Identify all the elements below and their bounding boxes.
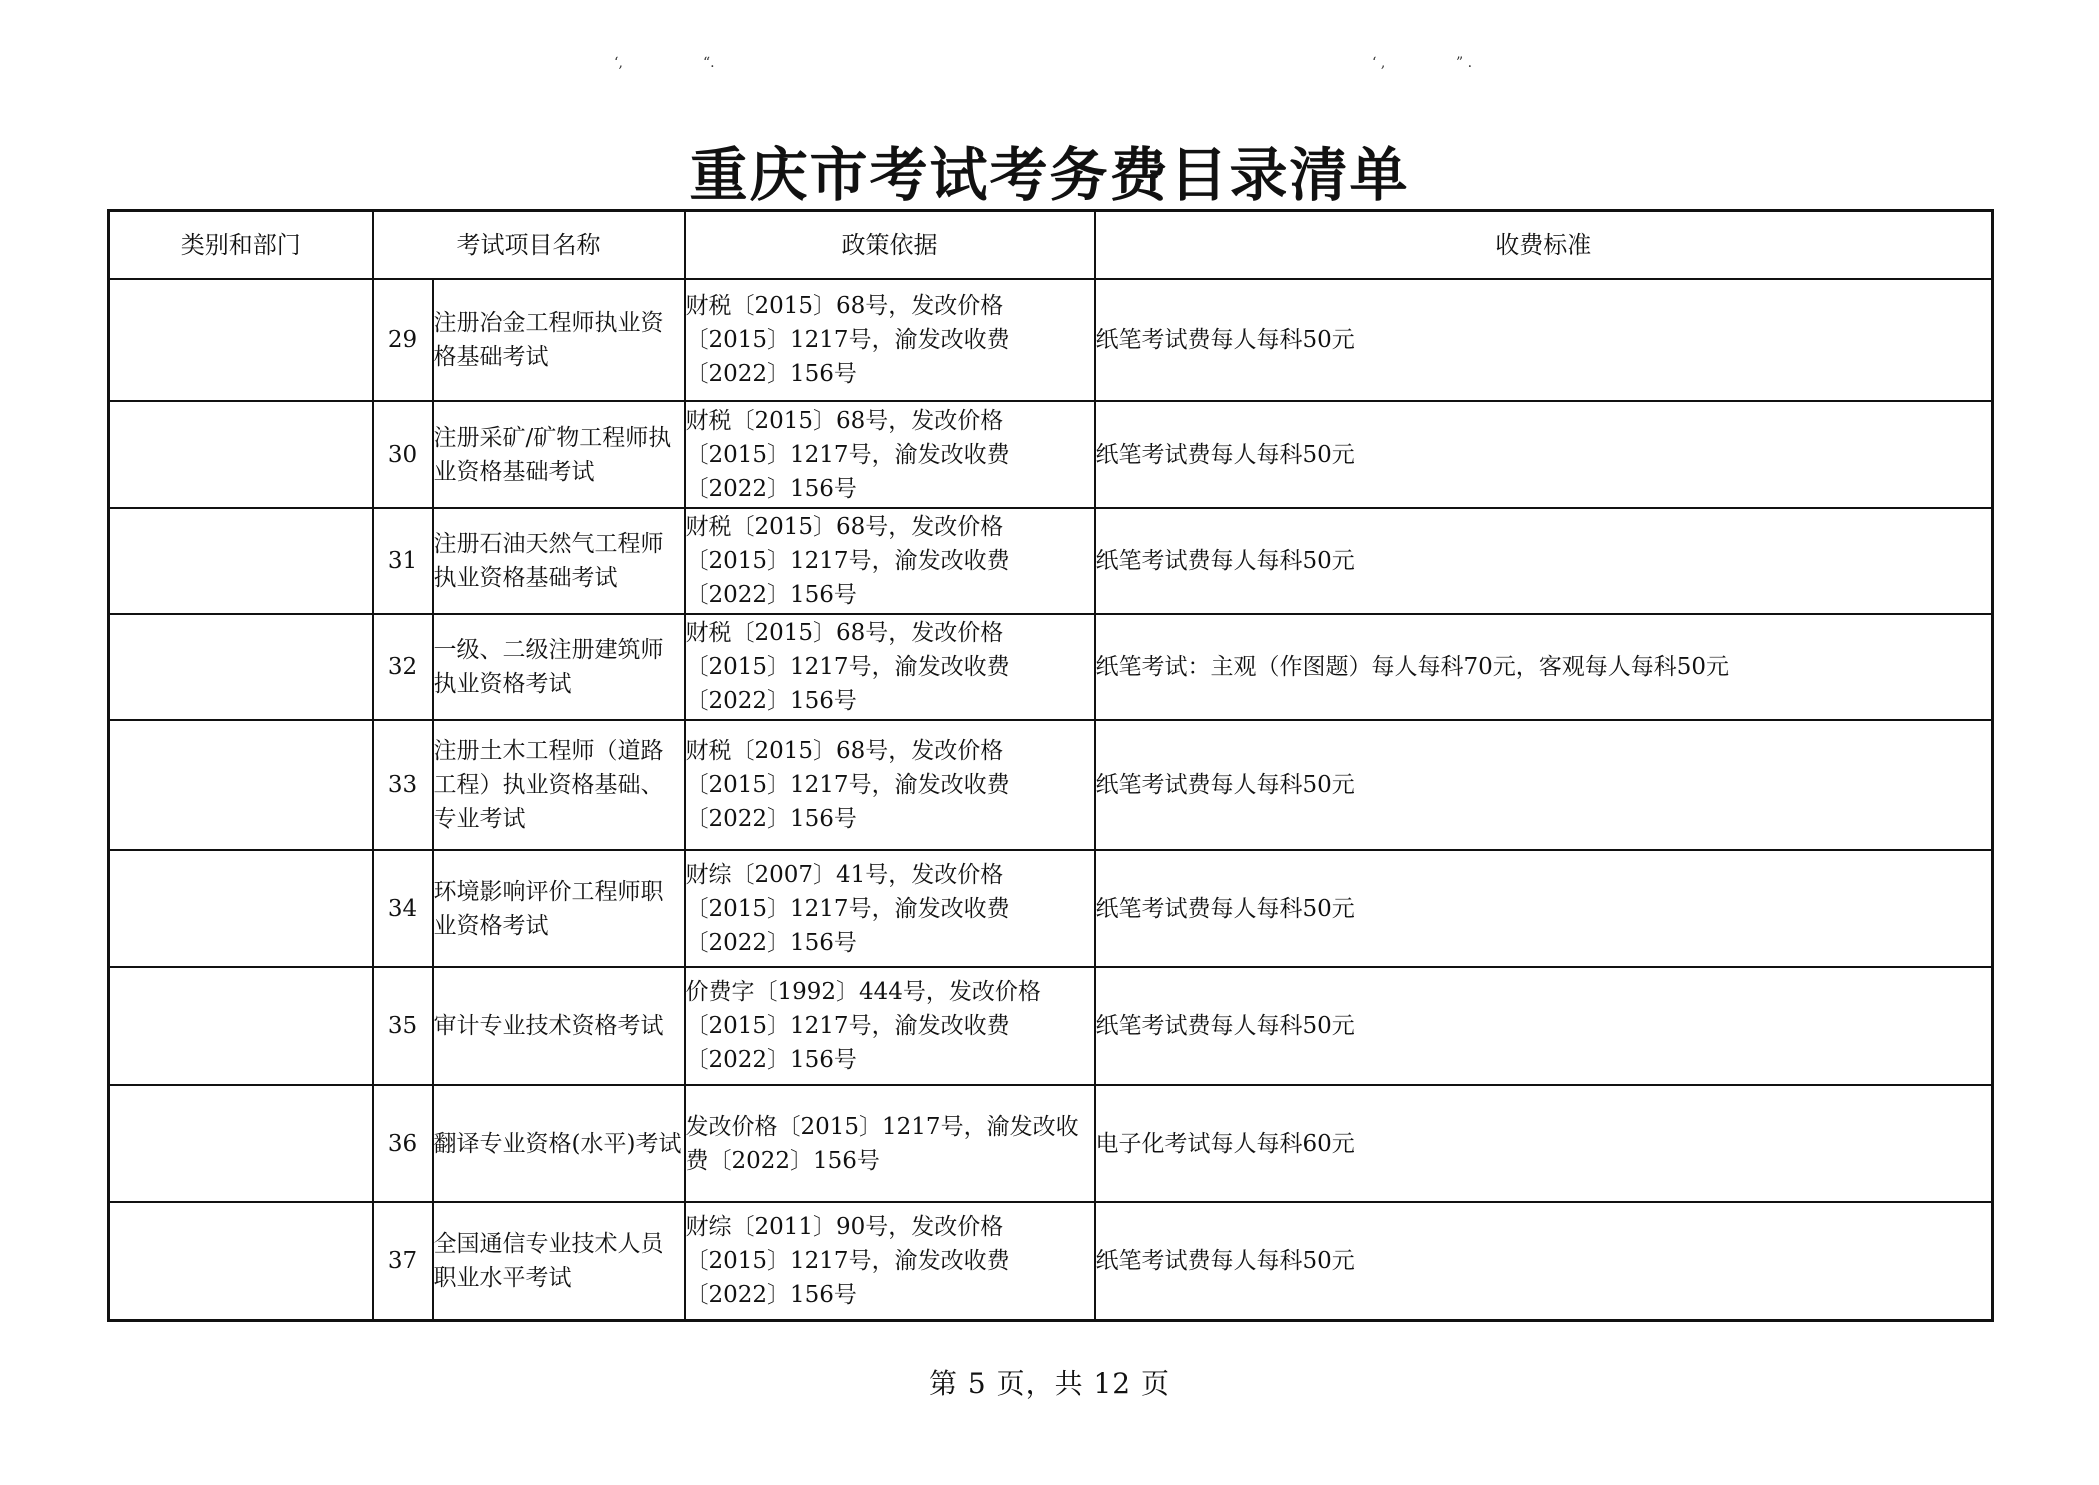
row-number: 32 (373, 614, 433, 720)
row-number: 37 (373, 1202, 433, 1320)
exam-name-cell: 全国通信专业技术人员职业水平考试 (433, 1202, 685, 1320)
header-category: 类别和部门 (109, 211, 373, 280)
policy-basis-cell: 发改价格〔2015〕1217号，渝发改收费〔2022〕156号 (685, 1085, 1095, 1202)
policy-basis-cell: 财税〔2015〕68号，发改价格〔2015〕1217号，渝发改收费〔2022〕156号 (685, 401, 1095, 508)
category-cell (109, 967, 373, 1085)
policy-basis-cell: 财综〔2007〕41号，发改价格〔2015〕1217号，渝发改收费〔2022〕156号 (685, 850, 1095, 967)
category-cell (109, 401, 373, 508)
row-number: 36 (373, 1085, 433, 1202)
fee-standard-cell: 纸笔考试费每人每科50元 (1095, 401, 1993, 508)
row-number: 34 (373, 850, 433, 967)
header-exam-name: 考试项目名称 (373, 211, 685, 280)
table-row (109, 508, 1993, 614)
policy-basis-cell: 财税〔2015〕68号，发改价格〔2015〕1217号，渝发改收费〔2022〕156号 (685, 720, 1095, 850)
table-row (109, 967, 1993, 1085)
category-cell (109, 720, 373, 850)
category-cell (109, 279, 373, 401)
fee-standard-cell: 纸笔考试费每人每科50元 (1095, 850, 1993, 967)
fee-standard-cell: 纸笔考试：主观（作图题）每人每科70元，客观每人每科50元 (1095, 614, 1993, 720)
category-cell (109, 508, 373, 614)
fee-standard-cell: 纸笔考试费每人每科50元 (1095, 720, 1993, 850)
table-row (109, 1085, 1993, 1202)
scan-speck: ” . (1456, 55, 1473, 71)
fee-standard-cell: 纸笔考试费每人每科50元 (1095, 1202, 1993, 1320)
fee-standard-cell: 纸笔考试费每人每科50元 (1095, 279, 1993, 401)
category-cell (109, 850, 373, 967)
page-title: 重庆市考试考务费目录清单 (689, 141, 1410, 209)
page-number: 第 5 页，共 12 页 (928, 1367, 1171, 1400)
policy-basis-cell: 财税〔2015〕68号，发改价格〔2015〕1217号，渝发改收费〔2022〕156号 (685, 614, 1095, 720)
table-row (109, 720, 1993, 850)
exam-name-cell: 翻译专业资格(水平)考试 (433, 1085, 685, 1202)
header-policy-basis: 政策依据 (685, 211, 1095, 280)
scan-speck: ‘ , (1372, 55, 1386, 71)
table-row (109, 1202, 1993, 1320)
policy-basis-cell: 财综〔2011〕90号，发改价格〔2015〕1217号，渝发改收费〔2022〕156号 (685, 1202, 1095, 1320)
row-number: 29 (373, 279, 433, 401)
row-number: 30 (373, 401, 433, 508)
exam-name-cell: 审计专业技术资格考试 (433, 967, 685, 1085)
fee-table (107, 209, 1994, 1322)
scan-speck: ‘, (614, 55, 623, 71)
table-row (109, 401, 1993, 508)
table-row (109, 279, 1993, 401)
exam-name-cell: 注册土木工程师（道路工程）执业资格基础、专业考试 (433, 720, 685, 850)
category-cell (109, 1202, 373, 1320)
exam-name-cell: 注册冶金工程师执业资格基础考试 (433, 279, 685, 401)
category-cell (109, 1085, 373, 1202)
exam-name-cell: 注册采矿/矿物工程师执业资格基础考试 (433, 401, 685, 508)
table-row (109, 850, 1993, 967)
table-header-row (109, 211, 1993, 280)
scan-speck: “. (703, 55, 715, 71)
row-number: 33 (373, 720, 433, 850)
fee-standard-cell: 电子化考试每人每科60元 (1095, 1085, 1993, 1202)
exam-name-cell: 一级、二级注册建筑师执业资格考试 (433, 614, 685, 720)
fee-standard-cell: 纸笔考试费每人每科50元 (1095, 967, 1993, 1085)
exam-name-cell: 注册石油天然气工程师执业资格基础考试 (433, 508, 685, 614)
header-fee-standard: 收费标准 (1095, 211, 1993, 280)
table-row (109, 614, 1993, 720)
row-number: 35 (373, 967, 433, 1085)
exam-name-cell: 环境影响评价工程师职业资格考试 (433, 850, 685, 967)
policy-basis-cell: 财税〔2015〕68号，发改价格〔2015〕1217号，渝发改收费〔2022〕156号 (685, 279, 1095, 401)
policy-basis-cell: 财税〔2015〕68号，发改价格〔2015〕1217号，渝发改收费〔2022〕156号 (685, 508, 1095, 614)
category-cell (109, 614, 373, 720)
policy-basis-cell: 价费字〔1992〕444号，发改价格〔2015〕1217号，渝发改收费〔2022〕156号 (685, 967, 1095, 1085)
fee-standard-cell: 纸笔考试费每人每科50元 (1095, 508, 1993, 614)
row-number: 31 (373, 508, 433, 614)
